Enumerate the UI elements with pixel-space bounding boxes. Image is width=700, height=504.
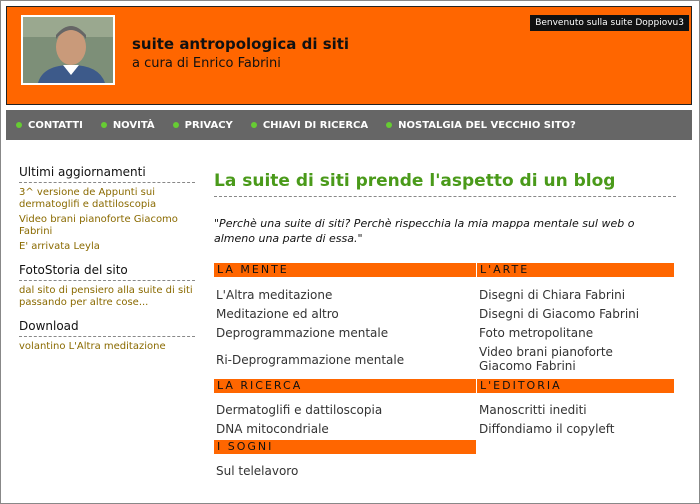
category-link[interactable]: Manoscritti inediti (479, 403, 587, 417)
category-arte-header: L'ARTE (477, 263, 674, 277)
page-title: La suite di siti prende l'aspetto di un blog (214, 171, 616, 191)
sidebar-link[interactable]: volantino L'Altra meditazione (19, 341, 166, 352)
category-sogni-header: I SOGNI (214, 440, 476, 454)
site-title: suite antropologica di siti (132, 35, 350, 53)
category-link[interactable]: DNA mitocondriale (216, 422, 329, 436)
category-ricerca-header: LA RICERCA (214, 379, 476, 393)
category-link[interactable]: L'Altra meditazione (216, 288, 333, 302)
category-link[interactable]: Diffondiamo il copyleft (479, 422, 615, 436)
sidebar-heading: Ultimi aggiornamenti (19, 165, 195, 183)
nav-item-label: NOSTALGIA DEL VECCHIO SITO? (398, 119, 576, 131)
bullet-icon (101, 122, 107, 128)
sidebar-link[interactable]: dal sito di pensiero alla suite di siti passando per altre cose... (19, 285, 193, 308)
intro-quote: "Perchè una suite di siti? Perchè rispecchia la mia mappa mentale sul web o almeno una parte di essa." (214, 217, 635, 245)
category-link[interactable]: Dermatoglifi e dattiloscopia (216, 403, 383, 417)
bullet-icon (16, 122, 22, 128)
sidebar-heading: Download (19, 319, 195, 337)
sidebar-link[interactable]: 3^ versione de Appunti sui dermatoglifi e dattiloscopia (19, 187, 157, 210)
sidebar-heading: FotoStoria del sito (19, 263, 195, 281)
sidebar-download (19, 319, 195, 353)
category-editoria-header: L'EDITORIA (477, 379, 674, 393)
category-link[interactable]: Meditazione ed altro (216, 307, 339, 321)
site-header (6, 6, 692, 105)
sidebar (19, 165, 195, 363)
title-divider (214, 196, 676, 197)
category-link[interactable]: Disegni di Chiara Fabrini (479, 288, 626, 302)
bullet-icon (251, 122, 257, 128)
sidebar-updates (19, 165, 195, 253)
category-link[interactable]: Foto metropolitane (479, 326, 594, 340)
nav-item-label: NOVITÀ (112, 119, 155, 131)
sidebar-link[interactable]: Video brani pianoforte Giacomo Fabrini (19, 214, 178, 237)
sidebar-link[interactable]: E' arrivata Leyla (19, 241, 100, 252)
category-link[interactable]: Video brani pianoforte Giacomo Fabrini (479, 345, 613, 373)
sidebar-history (19, 263, 195, 309)
nav-item-chiavi-di-ricerca[interactable] (251, 120, 368, 131)
nav-item-contatti[interactable] (16, 120, 83, 131)
nav-item-label: CONTATTI (28, 119, 83, 131)
top-nav (6, 110, 692, 140)
bullet-icon (386, 122, 392, 128)
nav-item-label: CHIAVI DI RICERCA (262, 119, 369, 131)
nav-item-privacy[interactable] (173, 120, 233, 131)
welcome-badge: Benvenuto sulla suite Doppiovu3 (530, 15, 689, 31)
category-link[interactable]: Disegni di Giacomo Fabrini (479, 307, 640, 321)
category-mente-header: LA MENTE (214, 263, 476, 277)
nav-item-label: PRIVACY (184, 119, 233, 131)
category-link[interactable]: Sul telelavoro (216, 464, 299, 478)
category-link[interactable]: Deprogrammazione mentale (216, 326, 389, 340)
site-subtitle: a cura di Enrico Fabrini (132, 56, 281, 71)
bullet-icon (173, 122, 179, 128)
category-link[interactable]: Ri-Deprogrammazione mentale (216, 353, 405, 367)
nav-item-nostalgia[interactable] (386, 120, 576, 131)
author-photo (21, 15, 115, 85)
nav-item-novita[interactable] (101, 120, 155, 131)
